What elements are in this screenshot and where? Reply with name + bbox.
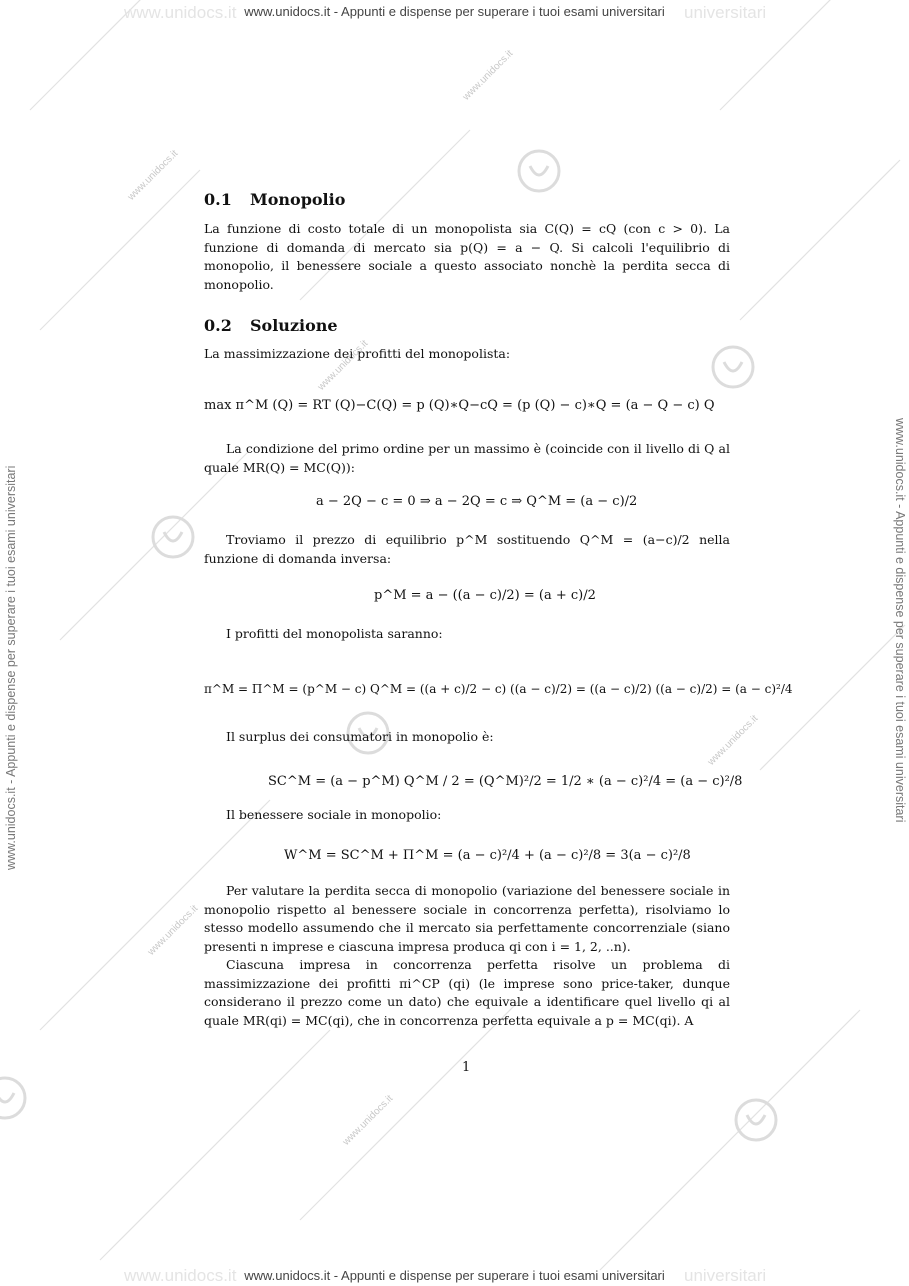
unidocs-logo-icon [736, 1100, 776, 1140]
problem-statement: La funzione di costo totale di un monopolista sia C(Q) = cQ (con c > 0). La funzione di domanda di mercato sia p(Q) = a − Q. Si calcoli l'equilibrio di monopolio, il benessere sociale a questo associato nonchè la perdita secca di monopolio. [204, 221, 730, 292]
section-heading-monopolio: 0.1 Monopolio [204, 190, 346, 209]
surplus-text: Il surplus dei consumatori in monopolio è: [226, 729, 494, 744]
ghost-watermark: universitari [684, 3, 767, 22]
small-watermark: www.unidocs.it [145, 903, 201, 958]
unidocs-logo-icon [519, 151, 559, 191]
equation-profit: π^M = Π^M = (p^M − c) Q^M = ((a + c)/2 − c) ((a − c)/2) = ((a − c)/2) ((a − c)/2) = (a − c)²/4 [204, 682, 793, 696]
small-watermark: www.unidocs.it [460, 48, 516, 103]
footer-watermark: www.unidocs.it - Appunti e dispense per superare i tuoi esami universitari [244, 1268, 665, 1283]
unidocs-logo-icon [153, 517, 193, 557]
ghost-watermark: universitari [684, 1266, 767, 1285]
page-number: 1 [462, 1060, 471, 1075]
equation-foc: a − 2Q − c = 0 ⇒ a − 2Q = c ⇒ Q^M = (a − c)/2 [316, 494, 638, 509]
paragraph-perdita-secca: Per valutare la perdita secca di monopolio (variazione del benessere sociale in monopolio rispetto al benessere sociale in concorrenza perfetta), risolviamo lo stesso modello assumendo che il mercato sia perfettamente concorrenziale (siano presenti n imprese e ciascuna impresa produca qi con i = 1, 2, ..n). [204, 883, 730, 954]
unidocs-logo-icon [0, 1078, 25, 1118]
small-watermark: www.unidocs.it [125, 148, 181, 203]
equation-price: p^M = a − ((a − c)/2) = (a + c)/2 [374, 588, 596, 603]
left-side-watermark: www.unidocs.it - Appunti e dispense per superare i tuoi esami universitari [4, 465, 18, 870]
small-watermark: www.unidocs.it [315, 338, 371, 393]
welfare-text: Il benessere sociale in monopolio: [226, 807, 442, 822]
profit-text: I profitti del monopolista saranno: [226, 626, 443, 641]
price-text: Troviamo il prezzo di equilibrio p^M sostituendo Q^M = (a−c)/2 nella funzione di domanda inversa: [204, 532, 730, 566]
paragraph-concorrenza-perfetta: Ciascuna impresa in concorrenza perfetta risolve un problema di massimizzazione dei profitti πi^CP (qi) (le imprese sono price-taker, dunque considerano il prezzo come un dato) che equivale a identificare quel livello qi al quale MR(qi) = MC(qi), che in concorrenza perfetta equivale a p = MC(qi). A [204, 957, 730, 1028]
ghost-watermark: www.unidocs.it [124, 1266, 237, 1285]
foc-text: La condizione del primo ordine per un massimo è (coincide con il livello di Q al quale MR(Q) = MC(Q)): [204, 441, 730, 475]
header-watermark: www.unidocs.it - Appunti e dispense per superare i tuoi esami universitari [244, 4, 665, 19]
intro-text: La massimizzazione dei profitti del monopolista: [204, 346, 511, 361]
right-side-watermark: www.unidocs.it - Appunti e dispense per superare i tuoi esami universitari [893, 418, 907, 823]
equation-welfare: W^M = SC^M + Π^M = (a − c)²/4 + (a − c)²/8 = 3(a − c)²/8 [284, 848, 691, 863]
small-watermark: www.unidocs.it [705, 713, 761, 768]
section-heading-soluzione: 0.2 Soluzione [204, 316, 338, 335]
equation-surplus: SC^M = (a − p^M) Q^M / 2 = (Q^M)²/2 = 1/2 ∗ (a − c)²/4 = (a − c)²/8 [268, 774, 743, 789]
equation-max-profit: max π^M (Q) = RT (Q)−C(Q) = p (Q)∗Q−cQ = (p (Q) − c)∗Q = (a − Q − c) Q [204, 398, 715, 413]
ghost-watermark: www.unidocs.it [124, 3, 237, 22]
small-watermark: www.unidocs.it [340, 1093, 396, 1148]
